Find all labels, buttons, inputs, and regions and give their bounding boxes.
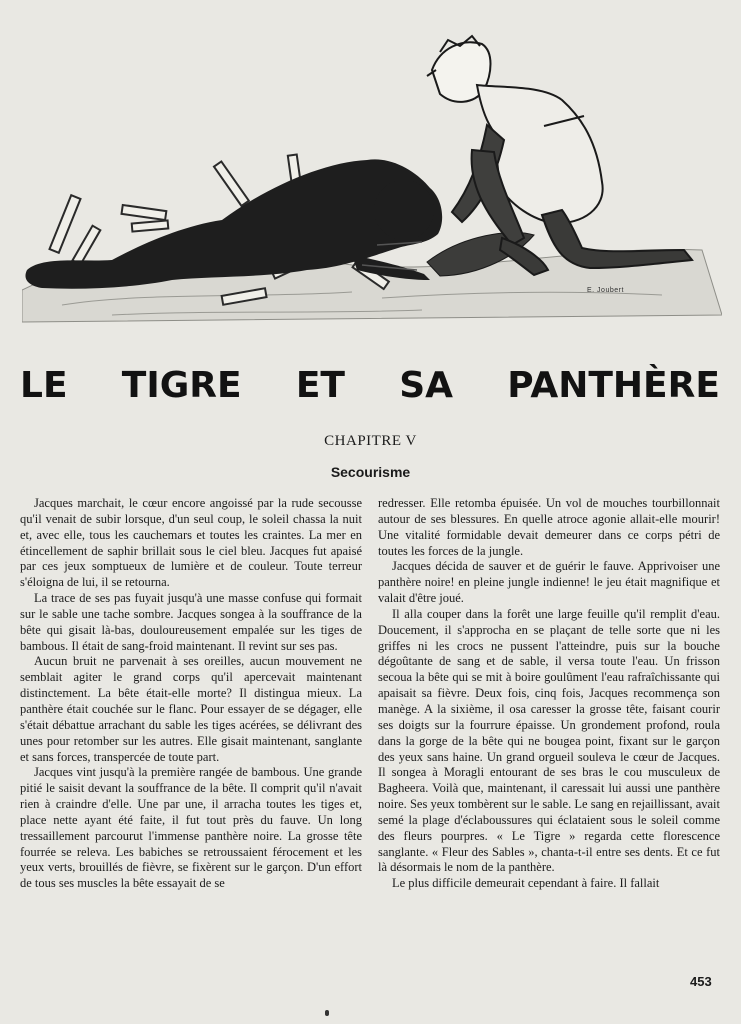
article-title	[20, 360, 720, 410]
title-word: PANTHÈRE	[507, 364, 720, 406]
boy	[427, 36, 692, 275]
left-column	[20, 496, 362, 892]
paragraph-continued: redresser. Elle retomba épuisée. Un vol de mouches tourbillonnait autour de ses blessures. En quelle atroce agonie allait-elle mourir! Une vitalité formidable devait demeurer dans ce corps pétri de toutes les forces de la jungle.	[378, 496, 720, 558]
artist-signature: E. Joubert	[587, 287, 624, 294]
title-word: TIGRE	[121, 364, 242, 406]
chapter-heading: CHAPITRE V	[324, 433, 417, 449]
section-heading: Secourisme	[330, 464, 411, 480]
page-number: 453	[690, 974, 712, 989]
print-mark	[325, 1010, 329, 1016]
paragraph: Jacques décida de sauver et de guérir le fauve. Apprivoiser une panthère noire! en pleine jungle indienne! le jeu était magnifique et valait d'être joué.	[378, 559, 720, 606]
paragraph: La trace de ses pas fuyait jusqu'à une masse confuse qui formait sur le sable une tache sombre. Jacques songea à la souffrance de la bête qui gisait là-bas, douloureusement empalée sur les tiges de bambous. Il était de sang-froid maintenant. Il revint sur ses pas.	[20, 591, 362, 653]
paragraph: Aucun bruit ne parvenait à ses oreilles, aucun mouvement ne semblait agiter le grand corps qu'il apercevait maintenant distinctement. La bête était-elle morte? Il distingua mieux. La panthère était couchée sur le flanc. Pour essayer de se dégager, elle s'était débattue arrachant du sable les tiges acérées, se délivrant des unes pour retomber sur les autres. Elle gisait maintenant, sanglante et sans forces, transpercée de toute part.	[20, 654, 362, 764]
paragraph: Le plus difficile demeurait cependant à faire. Il fallait	[392, 876, 660, 891]
title-word: SA	[399, 364, 454, 406]
panther-and-boy-illustration	[22, 30, 722, 330]
paragraph: Jacques marchait, le cœur encore angoissé par la rude secousse qu'il venait de subir lorsque, d'un seul coup, le soleil chassa la nuit et, avec elle, tous les cauchemars et toutes les craintes. La mer en étincellement de saphir brillait sous le ciel bleu. Jacques fut apaisé par ces jeux somptueux de lumière et de couleur. Toute terreur s'éloigna de lui, il se retourna.	[20, 496, 362, 590]
paragraph: Il alla couper dans la forêt une large feuille qu'il remplit d'eau. Doucement, il s'approcha en se plaçant de telle sorte que ni les griffes ni les crocs ne pussent l'atteindre, puis sur la bouche dégoûtante de sang et de sable, il versa toute l'eau. Un frisson secoua la bête qui se mit à boire goulûment l'eau rafraîchissante qui apaisait sa fièvre. Deux fois, cinq fois, Jacques recommença son manège. A la sixième, il osa caresser la grosse tête, faisant courir ses doigts sur la fourrure épaisse. Un grondement profond, roula dans la gorge de la bête qui ne bougea point, fixant sur le garçon des yeux sans haine. Un grand orgueil souleva le cœur de Jacques. Il songea à Moragli entourant de ses bras le cou musculeux de Bagheera. Voilà que, maintenant, il caressait lui aussi une panthère noire. Ses yeux tombèrent sur le sable. Le sang en rejaillissant, avait semé la plage d'éclaboussures qui éclataient sous le soleil comme des fleurs pourpres. « Le Tigre » regarda cette florescence sanglante. « Fleur des Sables », chanta-t-il entre ses dents. Et ce fut là désormais le nom de la panthère.	[378, 606, 720, 875]
paragraph: Jacques vint jusqu'à la première rangée de bambous. Une grande pitié le saisit devant la souffrance de la bête. Il comprit qu'il n'avait rien à craindre d'elle. Une par une, il arracha toutes les tiges et, place nette ayant été faite, il fut tout près du fauve. Un long tressaillement parcourut l'immense panthère noire. La grosse tête fourrée se releva. Les babiches se retroussaient férocement et les yeux verts, brouillés de fièvre, se fixèrent sur le garçon. D'un effort de tous ses muscles la bête essayait de se	[20, 765, 362, 891]
right-column	[378, 496, 720, 892]
title-word: ET	[295, 364, 345, 406]
title-word: LE	[20, 364, 68, 406]
